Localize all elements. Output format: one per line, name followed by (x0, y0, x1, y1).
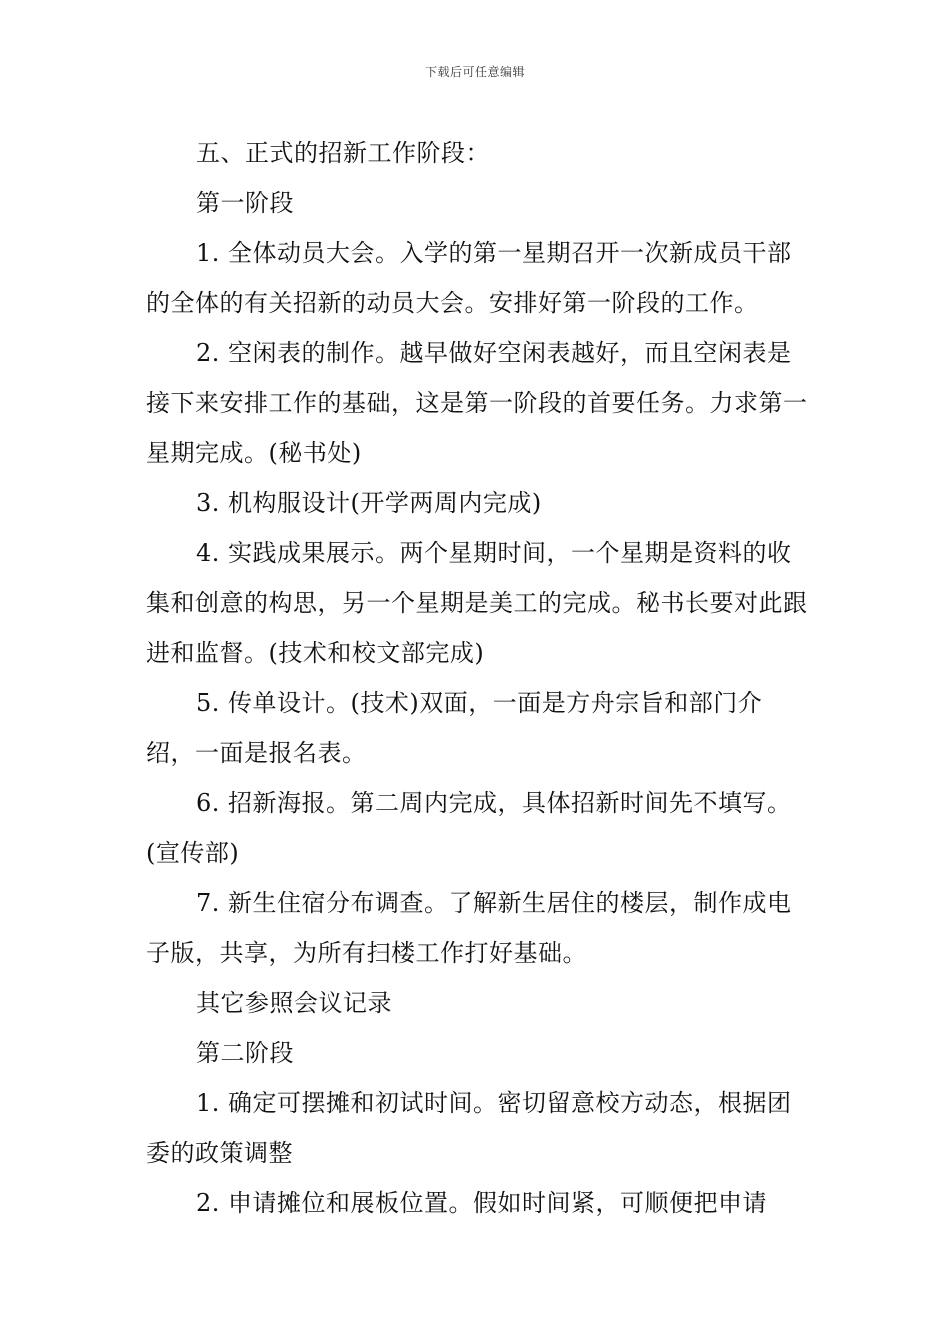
paragraph-5: 5. 传单设计。(技术)双面，一面是方舟宗旨和部门介绍，一面是报名表。 (146, 689, 763, 767)
paragraph-7: 7. 新生住宿分布调查。了解新生居住的楼层，制作成电子版，共享，为所有扫楼工作打好基础。 (146, 889, 792, 967)
paragraph-4: 4. 实践成果展示。两个星期时间，一个星期是资料的收集和创意的构思，另一个星期是美工的完成。秘书长要对此跟进和监督。(技术和校文部完成) (146, 539, 808, 667)
stage-heading-2: 第二阶段 (196, 1039, 294, 1067)
stage-heading-1: 第一阶段 (196, 189, 294, 217)
reference-note: 其它参照会议记录 (196, 989, 392, 1017)
paragraph-8: 1. 确定可摆摊和初试时间。密切留意校方动态，根据团委的政策调整 (146, 1089, 792, 1167)
paragraph-2: 2. 空闲表的制作。越早做好空闲表越好，而且空闲表是接下来安排工作的基础，这是第一阶段的首要任务。力求第一星期完成。(秘书处) (146, 339, 808, 467)
document-body (146, 128, 810, 1228)
header-note: 下载后可任意编辑 (424, 65, 525, 79)
paragraph-1: 1. 全体动员大会。入学的第一星期召开一次新成员干部的全体的有关招新的动员大会。安排好第一阶段的工作。 (146, 239, 792, 317)
paragraph-9: 2. 申请摊位和展板位置。假如时间紧，可顺便把申请 (196, 1189, 768, 1217)
section-heading: 五、正式的招新工作阶段： (196, 139, 490, 167)
paragraph-6: 6. 招新海报。第二周内完成，具体招新时间先不填写。(宣传部) (146, 789, 792, 867)
paragraph-3: 3. 机构服设计(开学两周内完成) (196, 489, 542, 517)
